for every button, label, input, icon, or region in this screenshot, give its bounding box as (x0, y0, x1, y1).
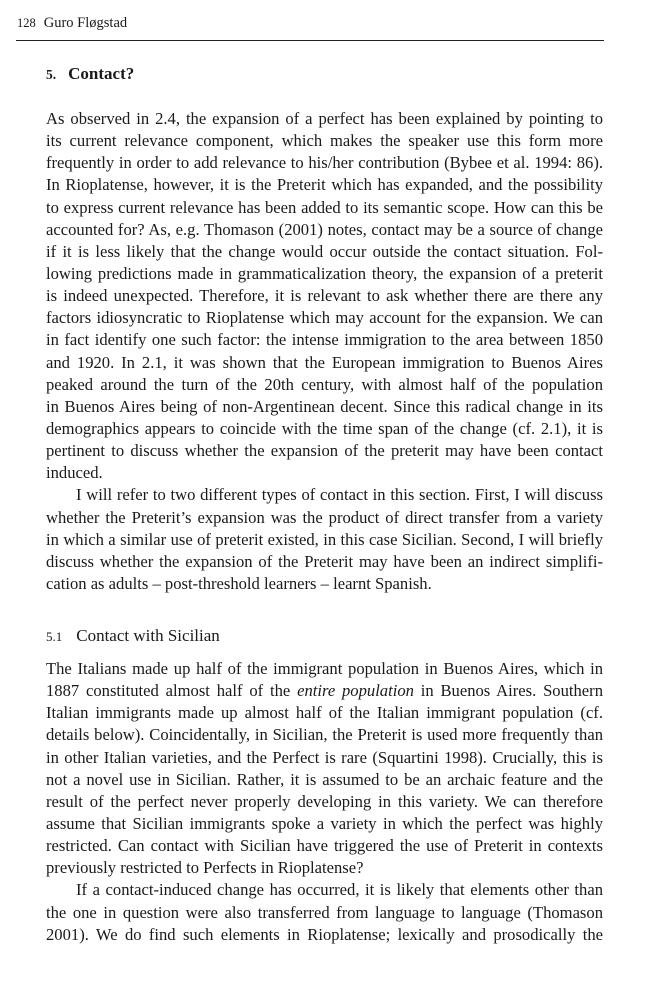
subsection-title: Contact with Sicilian (76, 626, 220, 645)
text-line: peaked around the turn of the 20th century, with almost half of the population (46, 374, 603, 394)
text-span: in Buenos Aires. Southern (420, 681, 603, 701)
text-line: In Rioplatense, however, it is the Preterit which has expanded, and the possibility (46, 175, 603, 195)
text-line: discuss whether the expansion of the Preterit may have been an indirect simplifi- (46, 551, 603, 571)
paragraph-3 (46, 658, 603, 946)
paragraph-1 (46, 108, 603, 595)
section-number: 5. (46, 67, 57, 82)
text-line: and 1920. In 2.1, it was shown that the European immigration to Buenos Aires (46, 352, 603, 372)
section-heading (46, 64, 134, 84)
text-line: is indeed unexpected. Therefore, it is relevant to ask whether there are there any (46, 286, 603, 306)
text-line: in other Italian varieties, and the Perfect is rare (Squartini 1998). Crucially, this is (46, 747, 603, 767)
text-line: 2001). We do find such elements in Rioplatense; lexically and prosodically the (46, 924, 603, 944)
text-line: accounted for? As, e.g. Thomason (2001) notes, contact may be a source of change (46, 219, 603, 239)
text-line: frequently in order to add relevance to his/her contribution (Bybee et al. 1994: 86). (46, 153, 603, 173)
text-line: pertinent to discuss whether the expansion of the preterit may have been contact (46, 441, 603, 461)
page-number: 128 (17, 16, 36, 30)
text-line: result of the perfect never properly developing in this variety. We can therefore (46, 791, 603, 811)
text-line: in which a similar use of preterit existed, in this case Sicilian. Second, I will briefly (46, 529, 603, 549)
text-line: not a novel use in Sicilian. Rather, it is assumed to be an archaic feature and the (46, 769, 603, 789)
text-line: previously restricted to Perfects in Rioplatense? (46, 858, 364, 878)
text-line: in Buenos Aires being of non-Argentinean decent. Since this radical change in its (46, 396, 603, 416)
emphasis: entire population (297, 681, 414, 701)
author-name: Guro Fløgstad (43, 15, 128, 31)
running-head (17, 15, 127, 32)
text-line: in fact identify one such factor: the intense immigration to the area between 1850 (46, 330, 603, 350)
text-line: If a contact-induced change has occurred, it is likely that elements other than (76, 880, 603, 900)
text-line: factors idiosyncratic to Rioplatense which may account for the expansion. We can (46, 308, 603, 328)
text-line: the one in question were also transferred from language to language (Thomason (46, 902, 603, 922)
text-line: As observed in 2.4, the expansion of a perfect has been explained by pointing to (46, 109, 603, 128)
text-line (46, 680, 603, 702)
text-line: to express current relevance has been added to its semantic scope. How can this be (46, 197, 603, 217)
text-line: Italian immigrants made up almost half of the Italian immigrant population (cf. (46, 703, 603, 723)
header-rule (16, 40, 604, 41)
subsection-heading (46, 626, 220, 646)
subsection-number: 5.1 (46, 629, 63, 644)
text-line: The Italians made up half of the immigrant population in Buenos Aires, which in (46, 659, 603, 678)
text-line: details below). Coincidentally, in Sicilian, the Preterit is used more frequently than (46, 725, 603, 745)
text-line: I will refer to two different types of contact in this section. First, I will discuss (76, 485, 603, 505)
text-line: restricted. Can contact with Sicilian have triggered the use of Preterit in contexts (46, 836, 603, 856)
text-line: its current relevance component, which makes the speaker use this form more (46, 131, 603, 151)
text-line: whether the Preterit’s expansion was the product of direct transfer from a variety (46, 507, 603, 527)
text-line: cation as adults – post-threshold learners – learnt Spanish. (46, 573, 432, 593)
text-line: lowing predictions made in grammaticalization theory, the expansion of a preterit (46, 263, 603, 283)
text-line: if it is less likely that the change would occur outside the contact situation. Fol- (46, 241, 603, 261)
text-span: 1887 constituted almost half of the (46, 681, 291, 701)
text-line: induced. (46, 463, 103, 483)
text-line: demographics appears to coincide with the time span of the change (cf. 2.1), it is (46, 418, 603, 438)
section-title: Contact? (68, 64, 135, 83)
text-line: assume that Sicilian immigrants spoke a variety in which the perfect was highly (46, 813, 603, 833)
